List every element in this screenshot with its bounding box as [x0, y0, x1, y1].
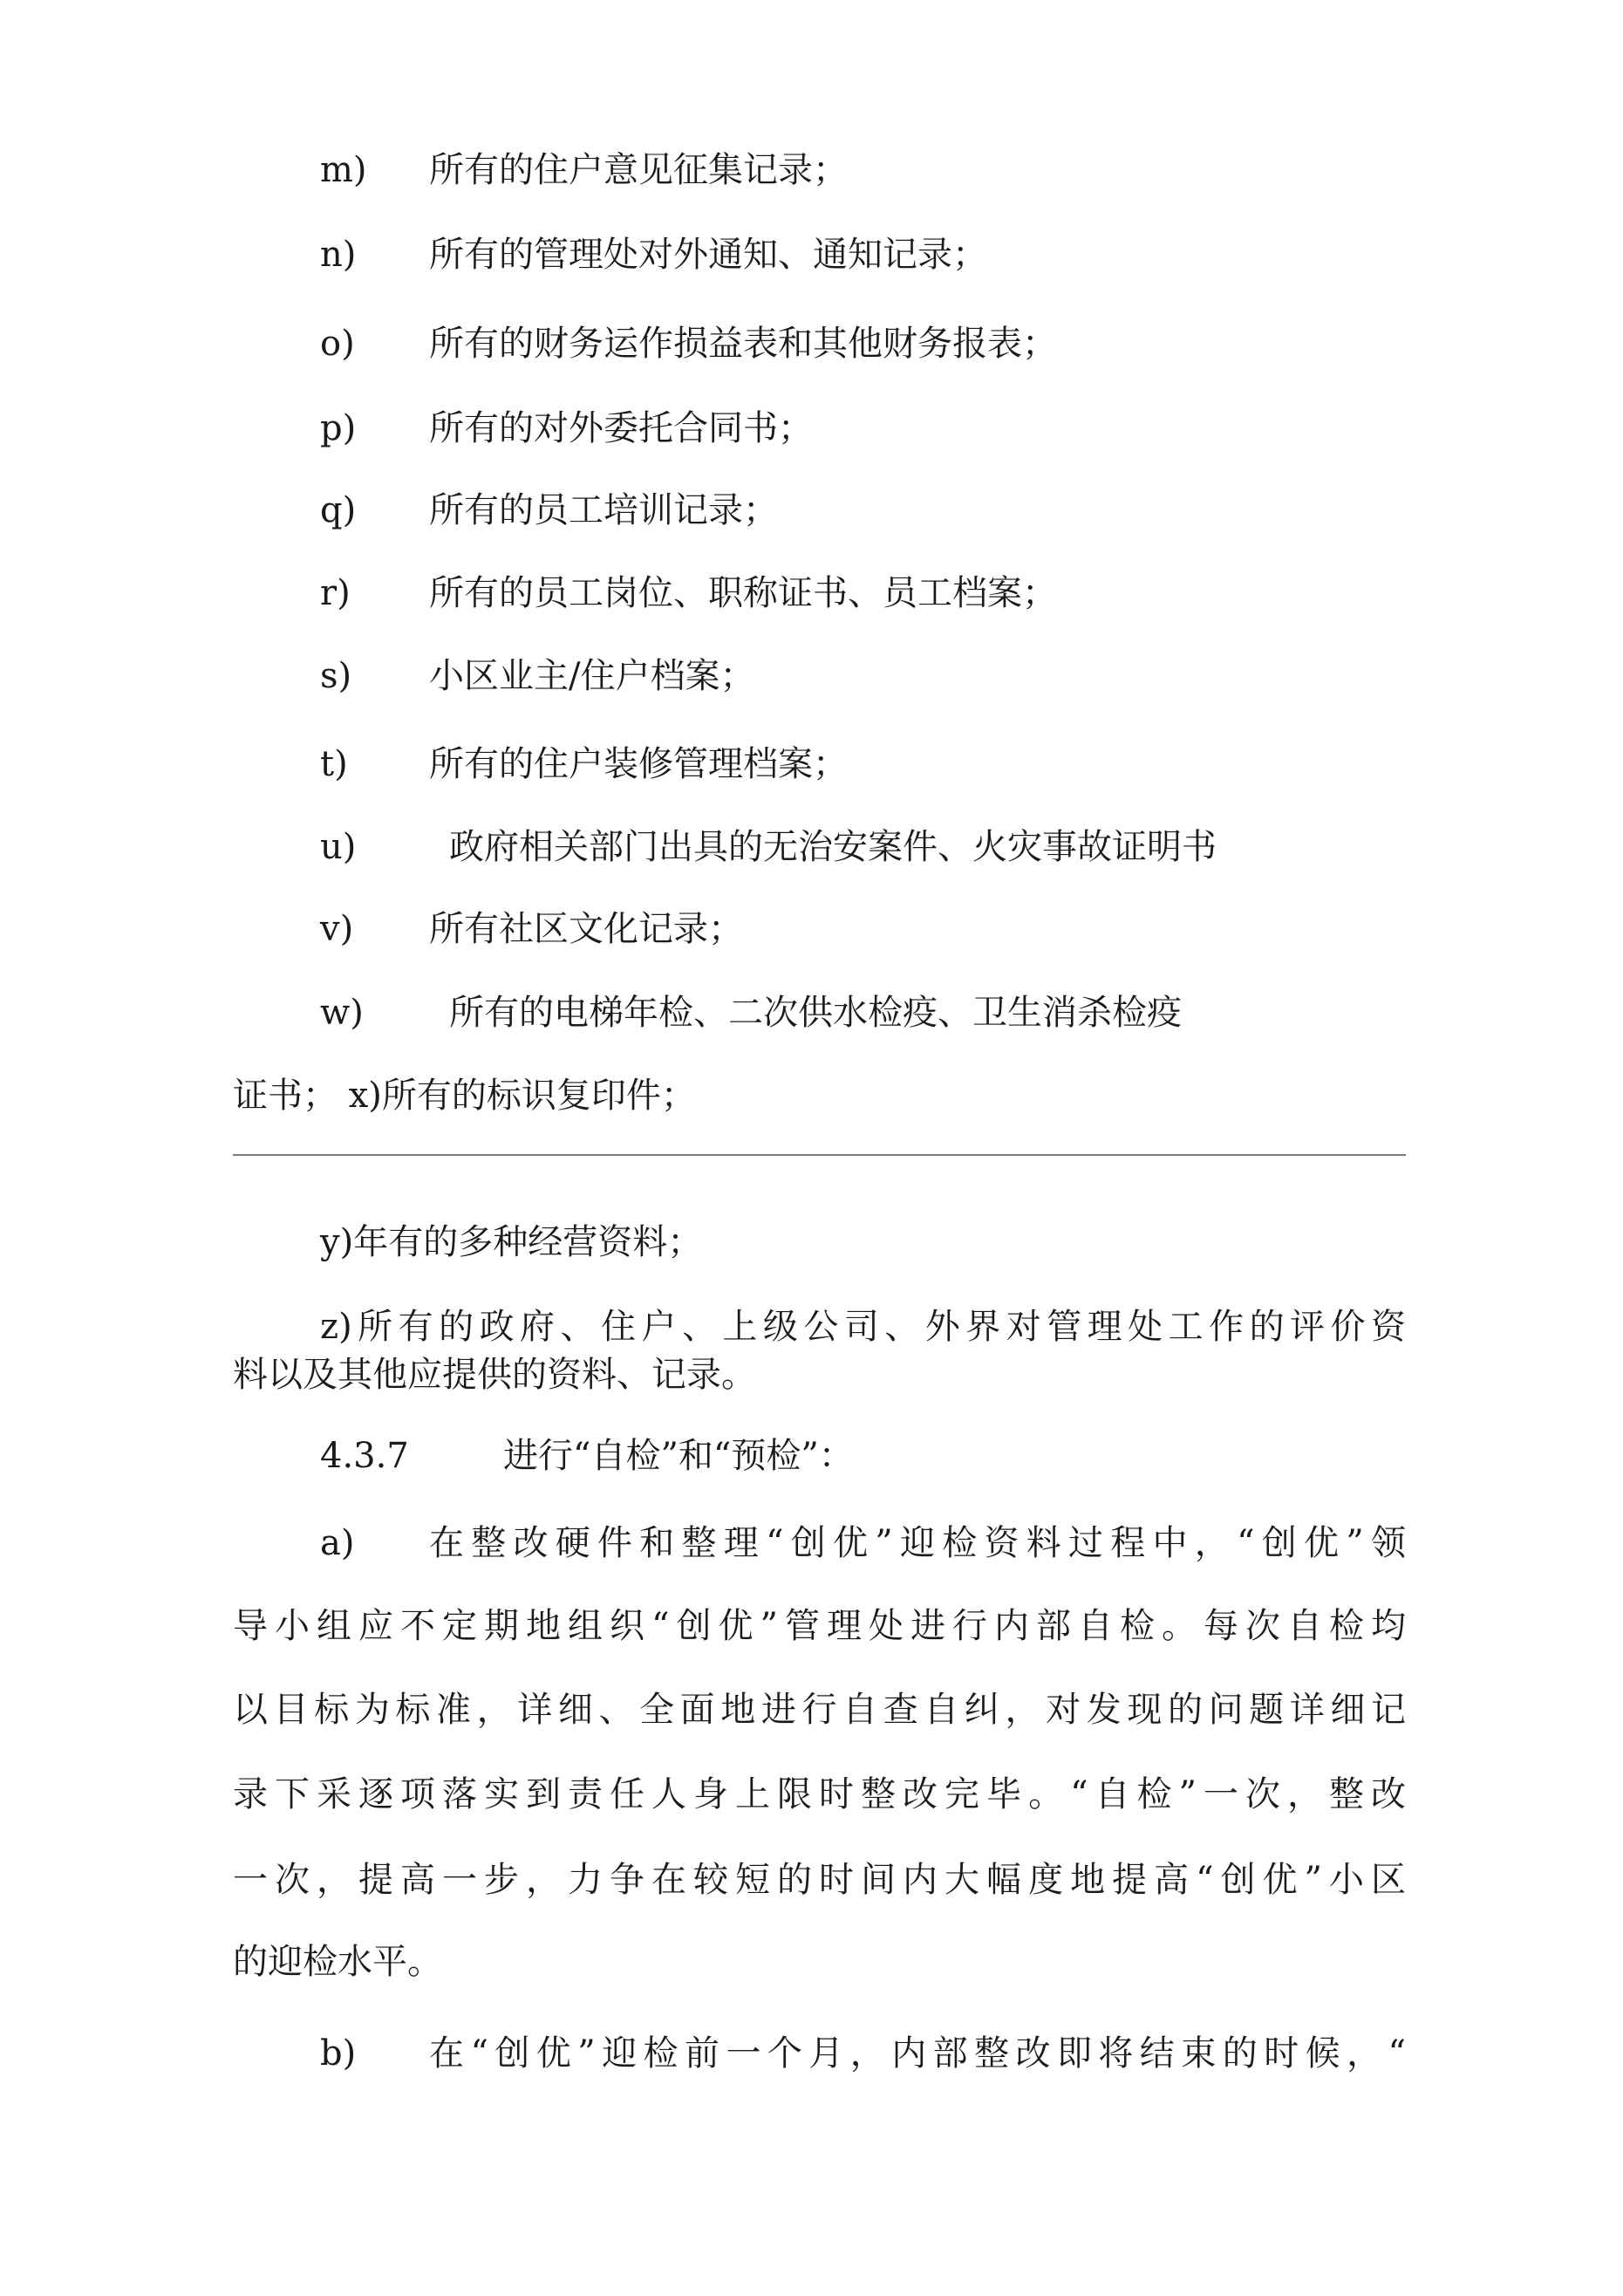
para-a-line5: 一次，提高一步，力争在较短的时间内大幅度地提高“创优”小区 — [233, 1860, 1406, 1900]
list-label-s: s) — [320, 656, 352, 696]
list-text-q: 所有的员工培训记录； — [429, 490, 778, 530]
list-text-o: 所有的财务运作损益表和其他财务报表； — [429, 324, 1057, 364]
para-b-line1: 在“创优”迎检前一个月，内部整改即将结束的时候，“ — [429, 2033, 1406, 2074]
list-text-u: 政府相关部门出具的无治安案件、火灾事故证明书 — [449, 827, 1217, 867]
list-label-q: q) — [320, 490, 357, 530]
list-text-m: 所有的住户意见征集记录； — [429, 150, 848, 190]
list-text-t: 所有的住户装修管理档案； — [429, 744, 848, 784]
list-label-o: o) — [320, 324, 355, 364]
list-text-p: 所有的对外委托合同书； — [429, 408, 813, 448]
para-a-line6: 的迎检水平。 — [233, 1942, 442, 1982]
horizontal-rule — [233, 1154, 1406, 1156]
list-label-t: t) — [320, 744, 348, 784]
list-label-r: r) — [320, 573, 351, 613]
list-text-r: 所有的员工岗位、职称证书、员工档案； — [429, 573, 1057, 613]
list-label-w: w) — [320, 993, 364, 1033]
para-b-label: b) — [320, 2033, 357, 2074]
list-text-n: 所有的管理处对外通知、通知记录； — [429, 235, 987, 275]
list-item-z-line1: z)所有的政府、住户、上级公司、外界对管理处工作的评价资 — [320, 1307, 1406, 1347]
para-a-line2: 导小组应不定期地组织“创优”管理处进行内部自检。每次自检均 — [233, 1606, 1406, 1646]
list-label-m: m) — [320, 150, 367, 190]
para-a-line1: 在整改硬件和整理“创优”迎检资料过程中，“创优”领 — [429, 1523, 1406, 1563]
list-text-w: 所有的电梯年检、二次供水检疫、卫生消杀检疫 — [449, 993, 1182, 1033]
para-a-label: a) — [320, 1523, 355, 1563]
list-text-v: 所有社区文化记录； — [429, 909, 743, 949]
list-item-y: y)年有的多种经营资料； — [320, 1222, 703, 1262]
para-a-line4: 录下采逐项落实到责任人身上限时整改完毕。“自检”一次，整改 — [233, 1774, 1406, 1814]
list-label-n: n) — [320, 235, 357, 275]
list-label-u: u) — [320, 827, 357, 867]
section-number: 4.3.7 — [320, 1436, 409, 1476]
list-text-s: 小区业主/住户档案； — [429, 656, 755, 696]
list-continuation-w-x: 证书； x)所有的标识复印件； — [233, 1076, 696, 1116]
para-a-line3: 以目标为标准，详细、全面地进行自查自纠，对发现的问题详细记 — [233, 1690, 1406, 1730]
section-title: 进行“自检”和“预检”： — [503, 1436, 854, 1476]
list-item-z-line2: 料以及其他应提供的资料、记录。 — [233, 1355, 756, 1395]
list-label-v: v) — [320, 909, 354, 949]
list-label-p: p) — [320, 408, 357, 448]
